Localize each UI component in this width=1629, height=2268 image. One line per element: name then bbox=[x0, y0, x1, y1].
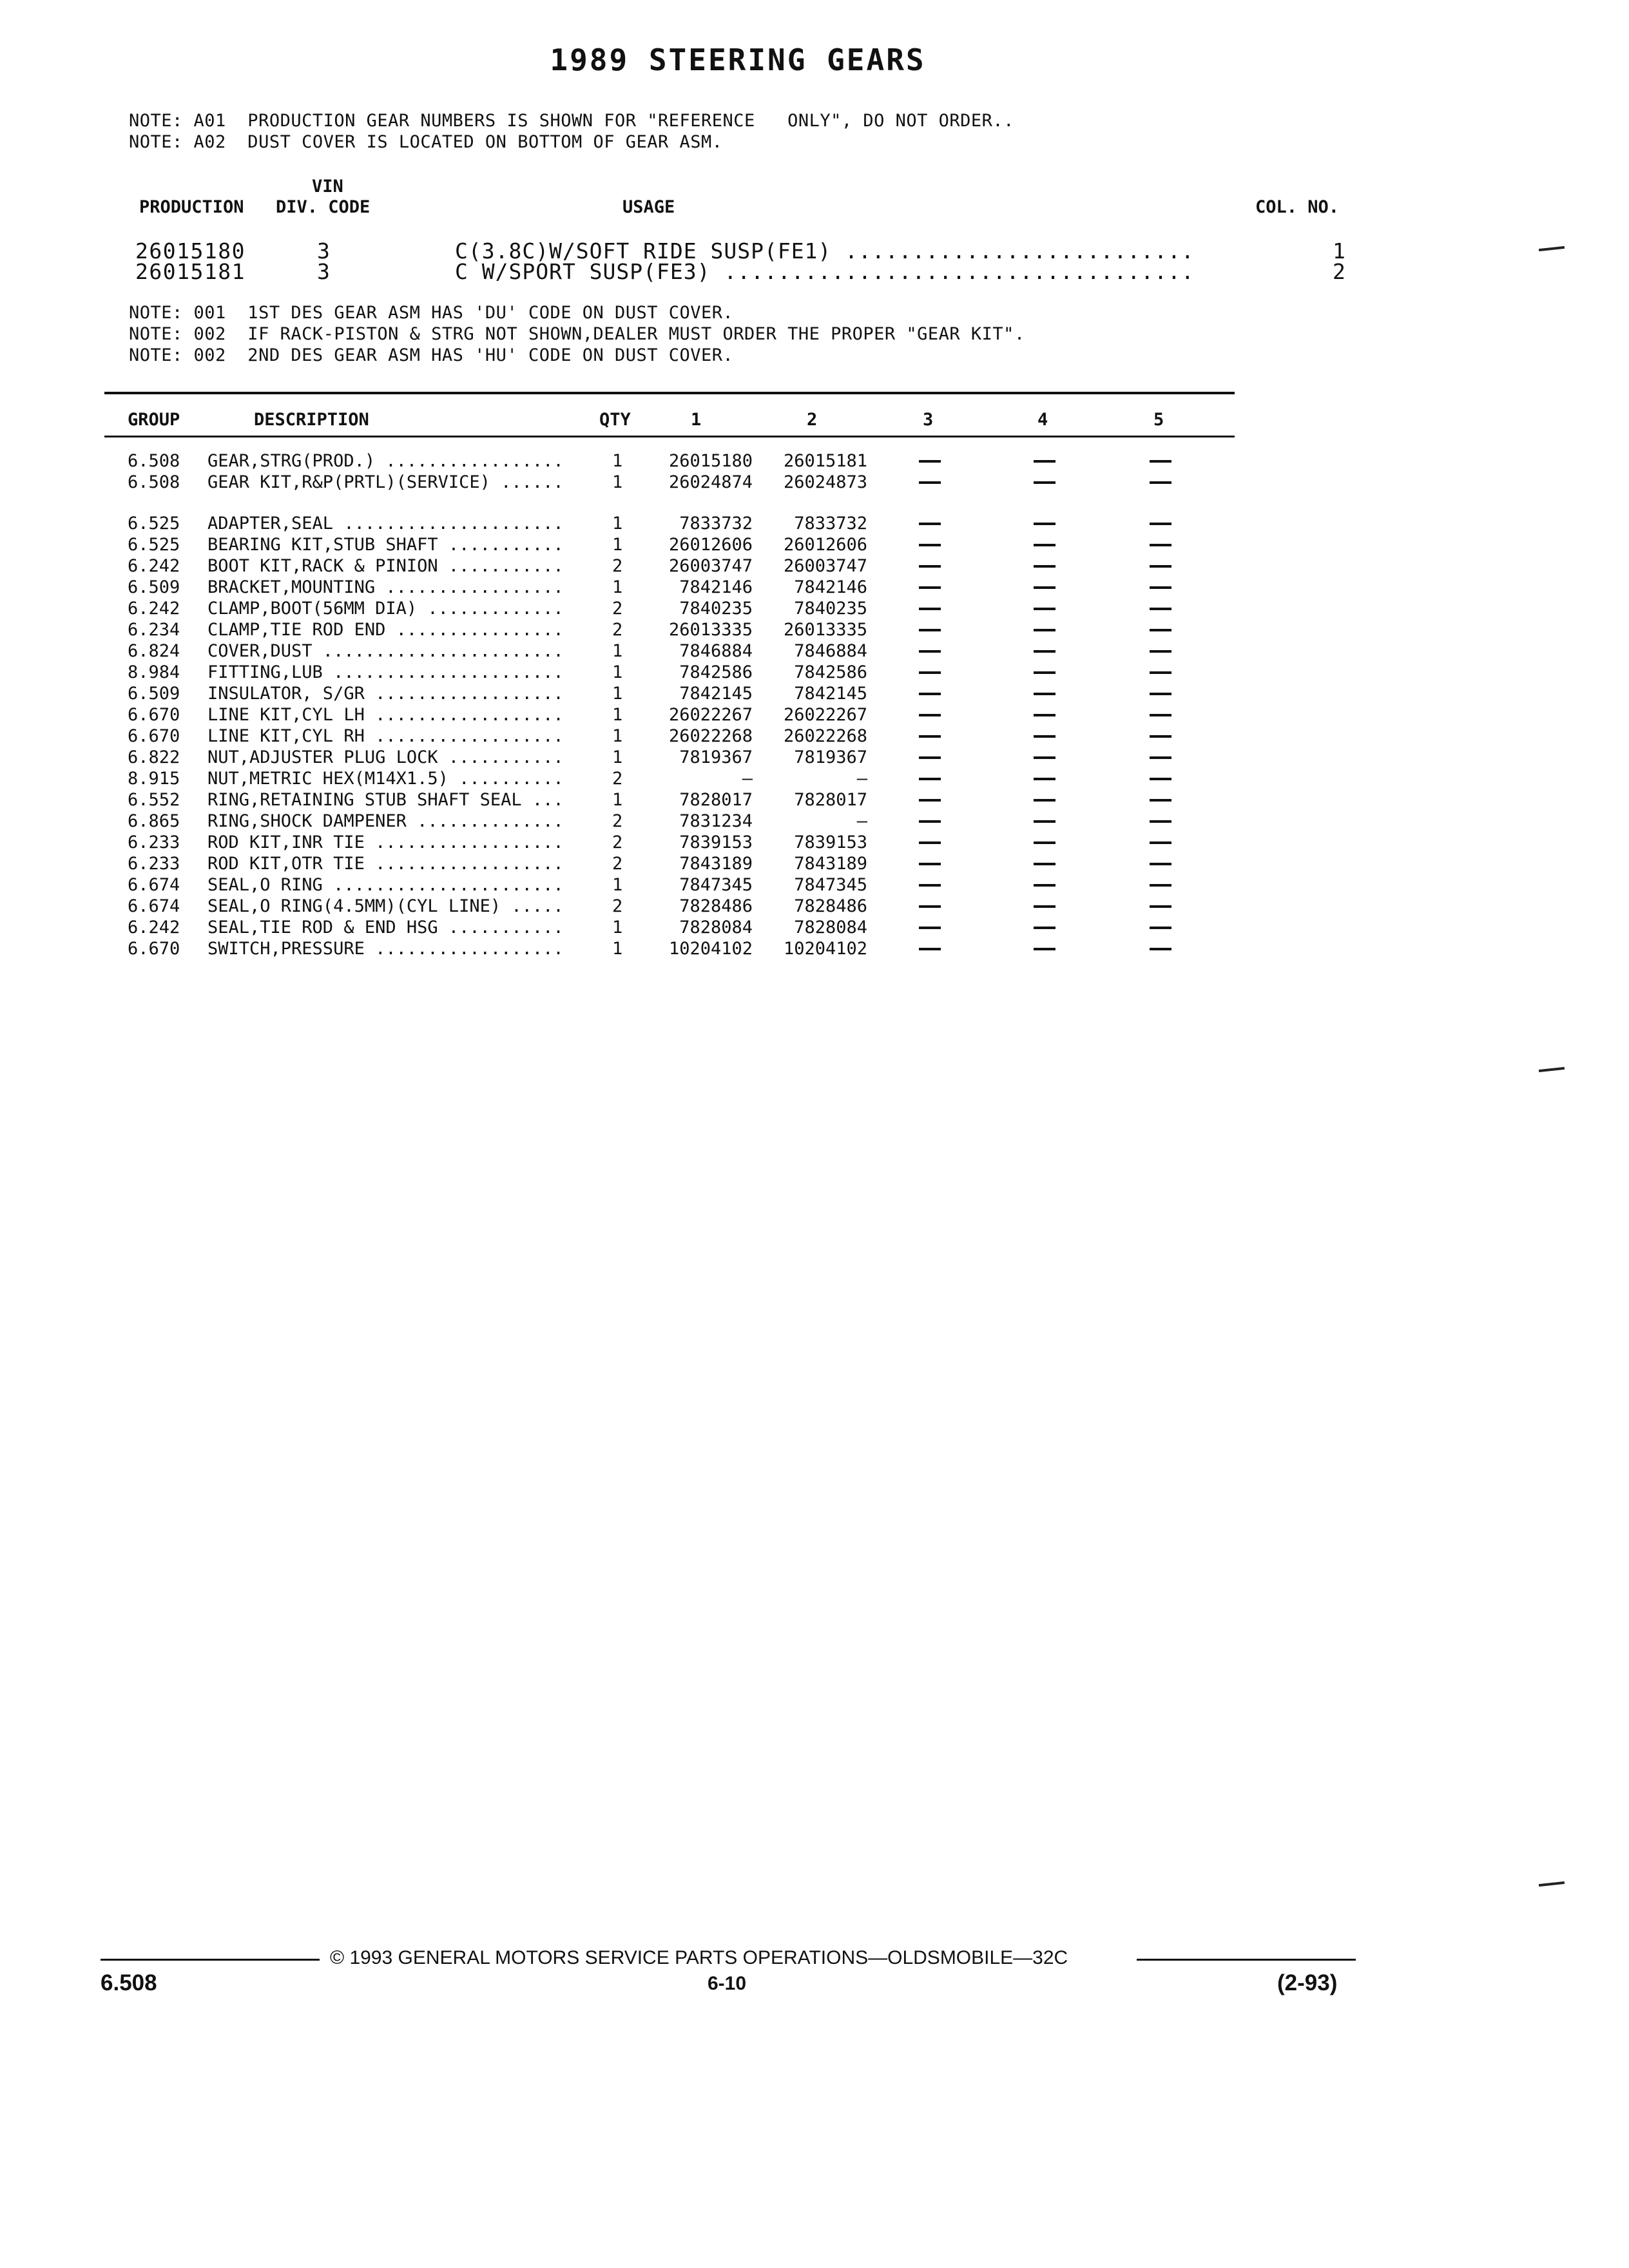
parts-row-3-col3-dash bbox=[919, 523, 941, 525]
usage-row-2-vin: 3 bbox=[317, 259, 331, 284]
parts-row-4-col3-dash bbox=[919, 544, 941, 546]
parts-row-23-qty: 1 bbox=[612, 939, 623, 959]
parts-row-6-col4-dash bbox=[1034, 586, 1055, 589]
usage-header-production: PRODUCTION bbox=[139, 197, 244, 217]
parts-row-11-qty: 1 bbox=[612, 684, 623, 704]
parts-row-6-col3-dash bbox=[919, 586, 941, 589]
parts-row-13-c1: 26022268 bbox=[668, 726, 753, 746]
parts-row-9-col3-dash bbox=[919, 650, 941, 653]
parts-row-12-qty: 1 bbox=[612, 705, 623, 725]
parts-row-23-col3-dash bbox=[919, 948, 941, 950]
parts-row-2-c1: 26024874 bbox=[668, 472, 753, 492]
parts-row-20-col5-dash bbox=[1150, 884, 1171, 887]
parts-row-10-col3-dash bbox=[919, 671, 941, 674]
parts-row-4-qty: 1 bbox=[612, 535, 623, 555]
parts-row-9-c2: 7846884 bbox=[794, 641, 867, 661]
usage-header-usage: USAGE bbox=[622, 197, 675, 217]
note-a02: NOTE: A02 DUST COVER IS LOCATED ON BOTTOM OF GEAR ASM. bbox=[129, 132, 723, 152]
parts-row-1-c1: 26015180 bbox=[668, 451, 753, 471]
parts-row-3-c2: 7833732 bbox=[794, 514, 867, 533]
parts-row-10-qty: 1 bbox=[612, 662, 623, 682]
parts-row-21-col3-dash bbox=[919, 905, 941, 908]
parts-row-9-col5-dash bbox=[1150, 650, 1171, 653]
parts-row-22-qty: 1 bbox=[612, 918, 623, 937]
parts-row-12-description: LINE KIT,CYL LH .................. bbox=[207, 705, 564, 725]
parts-header-col4: 4 bbox=[1037, 410, 1048, 430]
parts-row-12-c2: 26022267 bbox=[783, 705, 867, 725]
parts-row-17-col3-dash bbox=[919, 820, 941, 823]
parts-row-14-c2: 7819367 bbox=[794, 747, 867, 767]
usage-header-div-code: DIV. CODE bbox=[276, 197, 371, 217]
parts-header-description: DESCRIPTION bbox=[254, 410, 369, 430]
parts-row-21-col4-dash bbox=[1034, 905, 1055, 908]
parts-row-18-c2: 7839153 bbox=[794, 832, 867, 852]
parts-row-9-group: 6.824 bbox=[128, 641, 180, 661]
parts-row-17-qty: 2 bbox=[612, 811, 623, 831]
parts-row-1-col5-dash bbox=[1150, 460, 1171, 463]
parts-row-17-col4-dash bbox=[1034, 820, 1055, 823]
parts-row-10-c2: 7842586 bbox=[794, 662, 867, 682]
parts-row-9-qty: 1 bbox=[612, 641, 623, 661]
parts-row-2-qty: 1 bbox=[612, 472, 623, 492]
parts-row-3-c1: 7833732 bbox=[679, 514, 753, 533]
parts-row-19-c1: 7843189 bbox=[679, 854, 753, 874]
parts-row-13-col5-dash bbox=[1150, 735, 1171, 738]
parts-row-4-c2: 26012606 bbox=[783, 535, 867, 555]
parts-row-19-col5-dash bbox=[1150, 863, 1171, 865]
parts-row-10-col4-dash bbox=[1034, 671, 1055, 674]
parts-row-22-c2: 7828084 bbox=[794, 918, 867, 937]
parts-row-8-col5-dash bbox=[1150, 629, 1171, 631]
parts-row-11-description: INSULATOR, S/GR .................. bbox=[207, 684, 564, 704]
usage-header-col-no: COL. NO. bbox=[1255, 197, 1340, 217]
page-title: 1989 STEERING GEARS bbox=[550, 43, 926, 77]
parts-row-5-col5-dash bbox=[1150, 565, 1171, 568]
parts-row-5-qty: 2 bbox=[612, 556, 623, 576]
parts-row-3-group: 6.525 bbox=[128, 514, 180, 533]
parts-row-12-c1: 26022267 bbox=[668, 705, 753, 725]
parts-row-12-col4-dash bbox=[1034, 714, 1055, 716]
parts-row-14-qty: 1 bbox=[612, 747, 623, 767]
parts-row-18-c1: 7839153 bbox=[679, 832, 753, 852]
footer-group-number: 6.508 bbox=[101, 1970, 157, 1995]
parts-row-3-description: ADAPTER,SEAL ..................... bbox=[207, 514, 564, 533]
parts-row-11-col4-dash bbox=[1034, 693, 1055, 695]
parts-row-15-c1: — bbox=[742, 769, 753, 789]
parts-row-15-col4-dash bbox=[1034, 778, 1055, 780]
parts-row-18-qty: 2 bbox=[612, 832, 623, 852]
parts-row-18-col4-dash bbox=[1034, 841, 1055, 844]
parts-row-13-col4-dash bbox=[1034, 735, 1055, 738]
parts-row-22-description: SEAL,TIE ROD & END HSG ........... bbox=[207, 918, 564, 937]
note-002-kit: NOTE: 002 IF RACK-PISTON & STRG NOT SHOWN,DEALER MUST ORDER THE PROPER "GEAR KIT". bbox=[129, 324, 1025, 344]
parts-row-21-c2: 7828486 bbox=[794, 896, 867, 916]
parts-row-6-qty: 1 bbox=[612, 577, 623, 597]
parts-row-5-group: 6.242 bbox=[128, 556, 180, 576]
parts-row-20-col3-dash bbox=[919, 884, 941, 887]
usage-row-1-col: 1 bbox=[1333, 238, 1347, 264]
usage-row-1-vin: 3 bbox=[317, 238, 331, 264]
parts-row-3-col4-dash bbox=[1034, 523, 1055, 525]
usage-header-vin: VIN bbox=[312, 177, 343, 197]
parts-row-18-col5-dash bbox=[1150, 841, 1171, 844]
parts-row-15-col3-dash bbox=[919, 778, 941, 780]
usage-row-2-usage: C W/SPORT SUSP(FE3) ................................... bbox=[455, 259, 1195, 284]
parts-row-20-qty: 1 bbox=[612, 875, 623, 895]
parts-row-4-description: BEARING KIT,STUB SHAFT ........... bbox=[207, 535, 564, 555]
parts-row-8-col4-dash bbox=[1034, 629, 1055, 631]
parts-row-15-c2: — bbox=[856, 769, 867, 789]
parts-row-8-c2: 26013335 bbox=[783, 620, 867, 640]
parts-row-7-qty: 2 bbox=[612, 599, 623, 619]
margin-mark-1 bbox=[1539, 246, 1565, 251]
parts-row-7-c2: 7840235 bbox=[794, 599, 867, 619]
note-001: NOTE: 001 1ST DES GEAR ASM HAS 'DU' CODE ON DUST COVER. bbox=[129, 303, 734, 323]
parts-header-col2: 2 bbox=[807, 410, 818, 430]
parts-row-2-col3-dash bbox=[919, 481, 941, 484]
table-header-rule bbox=[104, 436, 1235, 437]
parts-row-3-col5-dash bbox=[1150, 523, 1171, 525]
parts-row-2-description: GEAR KIT,R&P(PRTL)(SERVICE) ...... bbox=[207, 472, 564, 492]
parts-row-4-col4-dash bbox=[1034, 544, 1055, 546]
parts-header-col1: 1 bbox=[691, 410, 702, 430]
parts-row-14-description: NUT,ADJUSTER PLUG LOCK ........... bbox=[207, 747, 564, 767]
parts-row-15-qty: 2 bbox=[612, 769, 623, 789]
parts-row-5-col4-dash bbox=[1034, 565, 1055, 568]
margin-mark-2 bbox=[1539, 1067, 1565, 1072]
parts-row-4-c1: 26012606 bbox=[668, 535, 753, 555]
parts-row-19-col4-dash bbox=[1034, 863, 1055, 865]
parts-row-23-col5-dash bbox=[1150, 948, 1171, 950]
footer-rule-left bbox=[101, 1959, 320, 1961]
parts-row-8-col3-dash bbox=[919, 629, 941, 631]
parts-row-2-c2: 26024873 bbox=[783, 472, 867, 492]
usage-row-2-col: 2 bbox=[1333, 259, 1347, 284]
parts-row-10-c1: 7842586 bbox=[679, 662, 753, 682]
parts-row-11-col5-dash bbox=[1150, 693, 1171, 695]
parts-row-21-col5-dash bbox=[1150, 905, 1171, 908]
parts-row-13-group: 6.670 bbox=[128, 726, 180, 746]
parts-row-18-description: ROD KIT,INR TIE .................. bbox=[207, 832, 564, 852]
parts-row-9-description: COVER,DUST ....................... bbox=[207, 641, 564, 661]
parts-row-13-qty: 1 bbox=[612, 726, 623, 746]
parts-header-qty: QTY bbox=[599, 410, 631, 430]
parts-row-20-c1: 7847345 bbox=[679, 875, 753, 895]
parts-row-2-group: 6.508 bbox=[128, 472, 180, 492]
parts-row-10-group: 8.984 bbox=[128, 662, 180, 682]
parts-row-8-qty: 2 bbox=[612, 620, 623, 640]
parts-row-11-c2: 7842145 bbox=[794, 684, 867, 704]
parts-row-21-description: SEAL,O RING(4.5MM)(CYL LINE) ..... bbox=[207, 896, 564, 916]
parts-row-5-c2: 26003747 bbox=[783, 556, 867, 576]
parts-row-21-qty: 2 bbox=[612, 896, 623, 916]
parts-row-11-group: 6.509 bbox=[128, 684, 180, 704]
parts-row-22-col5-dash bbox=[1150, 927, 1171, 929]
parts-row-20-group: 6.674 bbox=[128, 875, 180, 895]
parts-row-14-col5-dash bbox=[1150, 756, 1171, 759]
parts-row-2-col4-dash bbox=[1034, 481, 1055, 484]
parts-row-1-group: 6.508 bbox=[128, 451, 180, 471]
parts-row-1-col3-dash bbox=[919, 460, 941, 463]
parts-row-1-c2: 26015181 bbox=[783, 451, 867, 471]
note-002-2nd: NOTE: 002 2ND DES GEAR ASM HAS 'HU' CODE ON DUST COVER. bbox=[129, 345, 734, 365]
parts-row-23-col4-dash bbox=[1034, 948, 1055, 950]
parts-row-7-col4-dash bbox=[1034, 608, 1055, 610]
parts-row-16-col4-dash bbox=[1034, 799, 1055, 802]
parts-row-4-group: 6.525 bbox=[128, 535, 180, 555]
parts-row-8-c1: 26013335 bbox=[668, 620, 753, 640]
parts-row-16-description: RING,RETAINING STUB SHAFT SEAL ... bbox=[207, 790, 564, 810]
parts-row-7-group: 6.242 bbox=[128, 599, 180, 619]
parts-row-8-description: CLAMP,TIE ROD END ................ bbox=[207, 620, 564, 640]
parts-row-6-group: 6.509 bbox=[128, 577, 180, 597]
parts-row-12-col5-dash bbox=[1150, 714, 1171, 716]
parts-row-15-description: NUT,METRIC HEX(M14X1.5) .......... bbox=[207, 769, 564, 789]
parts-row-5-c1: 26003747 bbox=[668, 556, 753, 576]
parts-row-7-description: CLAMP,BOOT(56MM DIA) ............. bbox=[207, 599, 564, 619]
parts-header-group: GROUP bbox=[128, 410, 180, 430]
parts-row-1-col4-dash bbox=[1034, 460, 1055, 463]
parts-row-16-qty: 1 bbox=[612, 790, 623, 810]
parts-row-17-c1: 7831234 bbox=[679, 811, 753, 831]
parts-row-6-c1: 7842146 bbox=[679, 577, 753, 597]
parts-row-5-col3-dash bbox=[919, 565, 941, 568]
parts-row-23-description: SWITCH,PRESSURE .................. bbox=[207, 939, 564, 959]
parts-row-5-description: BOOT KIT,RACK & PINION ........... bbox=[207, 556, 564, 576]
parts-row-9-c1: 7846884 bbox=[679, 641, 753, 661]
parts-row-19-group: 6.233 bbox=[128, 854, 180, 874]
parts-row-19-col3-dash bbox=[919, 863, 941, 865]
parts-row-19-c2: 7843189 bbox=[794, 854, 867, 874]
parts-row-22-col4-dash bbox=[1034, 927, 1055, 929]
parts-row-11-col3-dash bbox=[919, 693, 941, 695]
margin-mark-3 bbox=[1539, 1881, 1565, 1887]
usage-row-2-production: 26015181 bbox=[135, 259, 246, 284]
parts-row-23-c2: 10204102 bbox=[783, 939, 867, 959]
parts-row-20-col4-dash bbox=[1034, 884, 1055, 887]
parts-row-22-c1: 7828084 bbox=[679, 918, 753, 937]
footer-page-number: 6-10 bbox=[708, 1973, 747, 1994]
parts-row-17-description: RING,SHOCK DAMPENER .............. bbox=[207, 811, 564, 831]
parts-row-23-group: 6.670 bbox=[128, 939, 180, 959]
usage-row-1-usage: C(3.8C)W/SOFT RIDE SUSP(FE1) .......................... bbox=[455, 238, 1195, 264]
parts-row-9-col4-dash bbox=[1034, 650, 1055, 653]
parts-row-15-group: 8.915 bbox=[128, 769, 180, 789]
parts-row-20-description: SEAL,O RING ...................... bbox=[207, 875, 564, 895]
parts-row-17-col5-dash bbox=[1150, 820, 1171, 823]
parts-row-23-c1: 10204102 bbox=[668, 939, 753, 959]
parts-row-7-c1: 7840235 bbox=[679, 599, 753, 619]
parts-row-4-col5-dash bbox=[1150, 544, 1171, 546]
parts-row-12-col3-dash bbox=[919, 714, 941, 716]
parts-row-22-group: 6.242 bbox=[128, 918, 180, 937]
table-top-rule bbox=[104, 392, 1235, 394]
parts-row-7-col5-dash bbox=[1150, 608, 1171, 610]
parts-row-6-col5-dash bbox=[1150, 586, 1171, 589]
parts-row-10-description: FITTING,LUB ...................... bbox=[207, 662, 564, 682]
parts-row-14-col3-dash bbox=[919, 756, 941, 759]
parts-row-19-description: ROD KIT,OTR TIE .................. bbox=[207, 854, 564, 874]
parts-row-13-description: LINE KIT,CYL RH .................. bbox=[207, 726, 564, 746]
parts-row-6-c2: 7842146 bbox=[794, 577, 867, 597]
parts-row-6-description: BRACKET,MOUNTING ................. bbox=[207, 577, 564, 597]
parts-row-20-c2: 7847345 bbox=[794, 875, 867, 895]
parts-row-14-col4-dash bbox=[1034, 756, 1055, 759]
parts-row-21-group: 6.674 bbox=[128, 896, 180, 916]
parts-row-14-group: 6.822 bbox=[128, 747, 180, 767]
usage-row-1-production: 26015180 bbox=[135, 238, 246, 264]
parts-row-16-c1: 7828017 bbox=[679, 790, 753, 810]
footer-copyright: © 1993 GENERAL MOTORS SERVICE PARTS OPERATIONS—OLDSMOBILE—32C bbox=[330, 1947, 1068, 1968]
parts-row-16-col3-dash bbox=[919, 799, 941, 802]
parts-row-18-group: 6.233 bbox=[128, 832, 180, 852]
parts-row-2-col5-dash bbox=[1150, 481, 1171, 484]
parts-row-8-group: 6.234 bbox=[128, 620, 180, 640]
parts-row-15-col5-dash bbox=[1150, 778, 1171, 780]
note-a01: NOTE: A01 PRODUCTION GEAR NUMBERS IS SHOWN FOR "REFERENCE ONLY", DO NOT ORDER.. bbox=[129, 111, 1014, 131]
parts-row-1-description: GEAR,STRG(PROD.) ................. bbox=[207, 451, 564, 471]
parts-row-12-group: 6.670 bbox=[128, 705, 180, 725]
parts-row-13-col3-dash bbox=[919, 735, 941, 738]
parts-row-16-group: 6.552 bbox=[128, 790, 180, 810]
parts-row-17-group: 6.865 bbox=[128, 811, 180, 831]
parts-row-16-c2: 7828017 bbox=[794, 790, 867, 810]
parts-row-3-qty: 1 bbox=[612, 514, 623, 533]
parts-header-col3: 3 bbox=[923, 410, 934, 430]
parts-row-10-col5-dash bbox=[1150, 671, 1171, 674]
parts-row-21-c1: 7828486 bbox=[679, 896, 753, 916]
footer-date: (2-93) bbox=[1277, 1970, 1338, 1995]
parts-row-11-c1: 7842145 bbox=[679, 684, 753, 704]
parts-header-col5: 5 bbox=[1153, 410, 1164, 430]
parts-row-1-qty: 1 bbox=[612, 451, 623, 471]
parts-row-17-c2: — bbox=[856, 811, 867, 831]
parts-row-22-col3-dash bbox=[919, 927, 941, 929]
parts-row-16-col5-dash bbox=[1150, 799, 1171, 802]
parts-row-14-c1: 7819367 bbox=[679, 747, 753, 767]
parts-row-19-qty: 2 bbox=[612, 854, 623, 874]
parts-row-13-c2: 26022268 bbox=[783, 726, 867, 746]
parts-row-7-col3-dash bbox=[919, 608, 941, 610]
footer-rule-right bbox=[1137, 1959, 1356, 1961]
parts-row-18-col3-dash bbox=[919, 841, 941, 844]
